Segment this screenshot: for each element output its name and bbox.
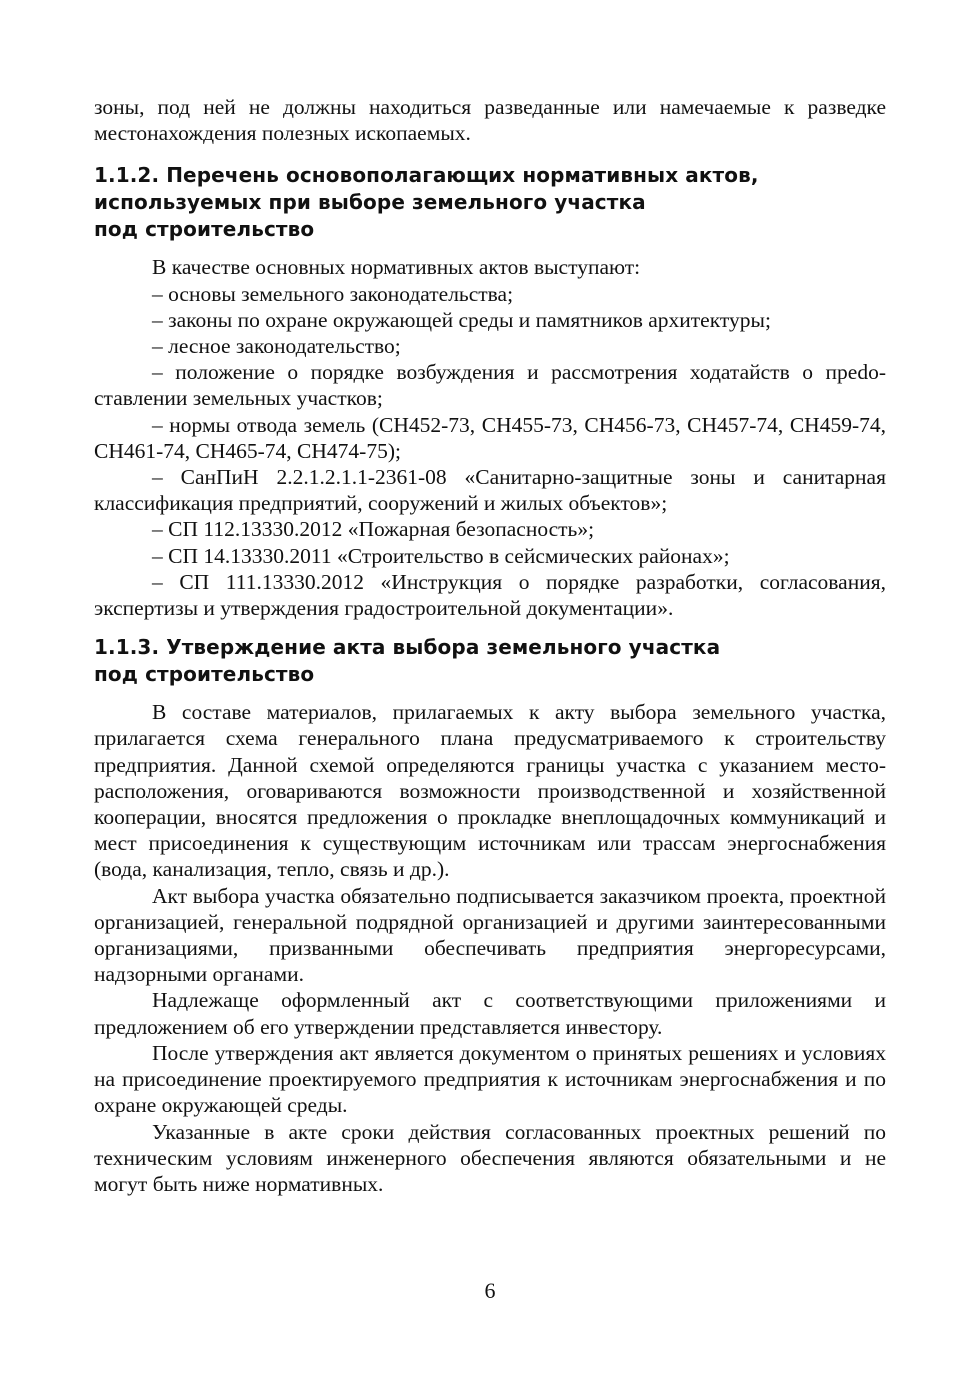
heading-line: 1.1.3. Утверждение акта выбора земельного участка (94, 635, 721, 660)
acts-list-item: – СанПиН 2.2.1.2.1.1-2361-08 «Санитарно-защитные зоны и санитарная классификация предприятий, сооружений и жилых объектов»; (94, 465, 886, 516)
acts-list-item: – лесное законодательство; (152, 334, 401, 359)
heading-line: 1.1.2. Перечень основополагающих нормативных актов, (94, 163, 759, 188)
acts-list-item: – законы по охране окружающей среды и памятников архитектуры; (152, 307, 771, 332)
acts-list-item: – положение о порядке возбуждения и рассмотрения ходатайств о преdоставлении земельных участков; (94, 360, 886, 411)
acts-list-item: – нормы отвода земель (СН452-73, СН455-73, СН456-73, СН457-74, СН459-74, СН461-74, СН465-74, СН474-75); (94, 412, 886, 463)
body-paragraph: После утверждения акт является документом о принятых решениях и условиях на присоединение проектируемого предприятия к источникам энергоснабжения и по охране окружающей среды. (94, 1040, 886, 1118)
heading-line: используемых при выборе земельного участка (94, 190, 646, 215)
section-1-1-3-heading (94, 634, 886, 688)
section-1-1-2-heading (94, 162, 886, 243)
body-paragraph: Акт выбора участка обязательно подписывается заказчиком проекта, проектной организацией, генеральной подрядной организацией и другими заинтересованными организациями, призванными обеспечивать предприятия энергоресурсами, надзорными органами. (94, 883, 886, 987)
body-paragraph: В составе материалов, прилагаемых к акту выбора земельного участка, прилагается схема генерального плана предусматриваемого к строительству предприятия. Данной схемой определяются границы участка с указанием месторасположения, оговариваются возможности производственной и хозяйственной кооперации, вносятся предложения о прокладке внеплощадочных коммуникаций и мест присоединения к существующим источникам или трассам энергоснабжения (вода, канализация, тепло, связь и др.). (94, 700, 886, 882)
acts-list-item: – СП 111.13330.2012 «Инструкция о порядке разработки, согласования, экспертизы и утверждения градостроительной документации». (94, 569, 886, 621)
body-paragraph: Надлежаще оформленный акт с соответствующими приложениями и предложением об его утверждении представляется инвестору. (94, 988, 886, 1039)
acts-list-item: – основы земельного законодательства; (152, 281, 514, 306)
acts-list-item: – СП 112.13330.2012 «Пожарная безопасность»; (152, 517, 595, 542)
intro-continuation-paragraph: зоны, под ней не должны находиться разведанные или намечаемые к разведке местонахождения полезных ископаемых. (94, 95, 886, 146)
body-paragraph: Указанные в акте сроки действия согласованных проектных решений по техническим условиям инженерного обеспечения являются обязательными и не могут быть ниже нормативных. (94, 1119, 886, 1196)
heading-line: под строительство (94, 662, 315, 687)
acts-lead-paragraph: В качестве основных нормативных актов выступают: (152, 255, 641, 280)
document-page (94, 94, 886, 1197)
heading-line: под строительство (94, 217, 315, 242)
acts-list-item: – СП 14.13330.2011 «Строительство в сейсмических районах»; (152, 543, 730, 568)
page-number: 6 (484, 1278, 496, 1303)
